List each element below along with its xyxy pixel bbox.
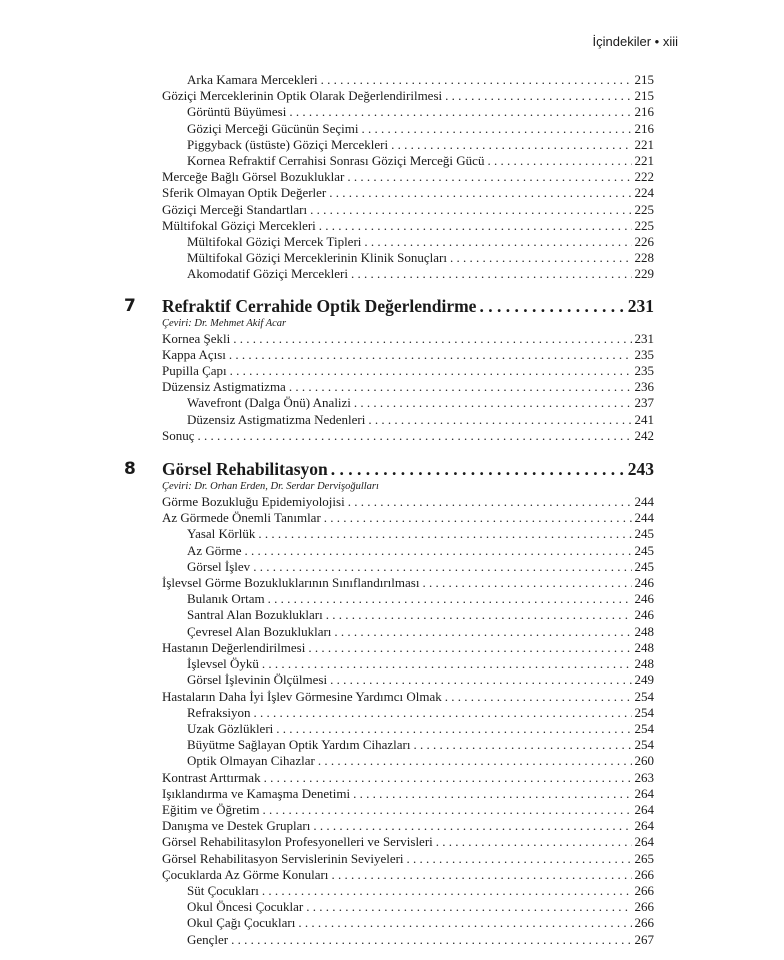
entry-page: 221: [634, 136, 654, 152]
entry-page: 254: [634, 720, 654, 736]
leader-dots: [436, 834, 632, 850]
leader-dots: [253, 559, 631, 575]
entry-page: 254: [634, 688, 654, 704]
entry-page: 224: [634, 185, 654, 201]
entry-title: Bulanık Ortam: [187, 591, 265, 607]
toc-entry[interactable]: [162, 379, 654, 395]
toc-entry[interactable]: [162, 153, 654, 169]
entry-title: Merceğe Bağlı Görsel Bozukluklar: [162, 169, 345, 185]
leader-dots: [313, 818, 631, 834]
entry-page: 245: [634, 558, 654, 574]
entry-title: Mültifokal Göziçi Mercek Tipleri: [187, 234, 362, 250]
toc-entry[interactable]: [162, 347, 654, 363]
toc-entry[interactable]: [162, 250, 654, 266]
toc-entry[interactable]: [162, 395, 654, 411]
entry-title: Az Görme: [187, 542, 242, 558]
entry-title: İşlevsel Öykü: [187, 656, 259, 672]
entry-title: Düzensiz Astigmatizma Nedenleri: [187, 411, 366, 427]
entry-title: Kornea Şekli: [162, 330, 231, 346]
entry-title: Uzak Gözlükleri: [187, 720, 274, 736]
entry-page: 237: [634, 395, 654, 411]
entry-page: 249: [634, 672, 654, 688]
entry-title: Çocuklarda Az Görme Konuları: [162, 866, 329, 882]
toc-entry[interactable]: [162, 737, 654, 753]
leader-dots: [318, 753, 632, 769]
entry-page: 226: [634, 234, 654, 250]
entry-title: Işıklandırma ve Kamaşma Denetimi: [162, 785, 351, 801]
leader-dots: [198, 428, 632, 444]
table-of-contents: [124, 72, 654, 948]
toc-entry[interactable]: [162, 640, 654, 656]
entry-title: Gençler: [187, 931, 229, 947]
entry-page: 216: [634, 104, 654, 120]
leader-dots: [264, 770, 632, 786]
toc-entry[interactable]: [162, 818, 654, 834]
toc-entry[interactable]: [162, 559, 654, 575]
leader-dots: [262, 883, 632, 899]
leader-dots: [324, 510, 632, 526]
entry-title: Göziçi Merceği Standartları: [162, 201, 308, 217]
entry-title: Refraksiyon: [187, 704, 251, 720]
toc-entry[interactable]: [162, 705, 654, 721]
entry-page: 248: [634, 656, 654, 672]
entry-page: 263: [634, 769, 654, 785]
leader-dots: [348, 494, 632, 510]
toc-entry[interactable]: [162, 899, 654, 915]
entry-title: Arka Kamara Mercekleri: [187, 72, 318, 87]
toc-entry[interactable]: [162, 883, 654, 899]
entry-page: 242: [634, 427, 654, 443]
leader-dots: [351, 266, 632, 282]
leader-dots: [422, 575, 631, 591]
leader-dots: [254, 705, 632, 721]
leader-dots: [245, 543, 632, 559]
toc-entry[interactable]: [162, 137, 654, 153]
leader-dots: [289, 104, 631, 120]
entry-page: 266: [634, 899, 654, 915]
chapter-number: 8: [124, 459, 136, 480]
entry-page: 246: [634, 591, 654, 607]
leader-dots: [330, 672, 631, 688]
leader-dots: [347, 169, 631, 185]
toc-entry[interactable]: [162, 721, 654, 737]
toc-entry[interactable]: [162, 202, 654, 218]
toc-entry[interactable]: [162, 834, 654, 850]
entry-title: Mültifokal Göziçi Mercekleri: [162, 217, 316, 233]
chapter-translator: Çeviri: Dr. Mehmet Akif Acar: [162, 317, 287, 329]
chapter-8-entries: [162, 494, 654, 948]
entry-page: 221: [634, 153, 654, 169]
entry-title: Çevresel Alan Bozuklukları: [187, 623, 332, 639]
leader-dots: [258, 526, 631, 542]
entry-title: Yasal Körlük: [187, 526, 256, 542]
entry-page: 267: [634, 931, 654, 947]
entry-page: 266: [634, 882, 654, 898]
chapter-page: 243: [627, 459, 654, 480]
leader-dots: [289, 379, 632, 395]
entry-page: 225: [634, 201, 654, 217]
leader-dots: [326, 607, 632, 623]
toc-entry[interactable]: [162, 331, 654, 347]
toc-entry[interactable]: [162, 932, 654, 948]
entry-title: Büyütme Sağlayan Optik Yardım Cihazları: [187, 737, 411, 753]
toc-entry[interactable]: [162, 624, 654, 640]
entry-title: Göziçi Merceği Gücünün Seçimi: [187, 120, 359, 136]
leader-dots: [445, 689, 632, 705]
leader-dots: [230, 363, 632, 379]
leader-dots: [308, 640, 631, 656]
leader-dots: [487, 153, 631, 169]
entry-page: 260: [634, 753, 654, 769]
entry-page: 229: [634, 266, 654, 282]
chapter-title: Refraktif Cerrahide Optik Değerlendirme: [162, 295, 477, 316]
entry-title: Görsel İşlevinin Ölçülmesi: [187, 672, 328, 688]
entry-title: Kornea Refraktif Cerrahisi Sonrası Göziçi Merceği Gücü: [187, 153, 485, 169]
entry-page: 244: [634, 510, 654, 526]
leader-dots: [306, 899, 631, 915]
entry-page: 248: [634, 623, 654, 639]
toc-entry[interactable]: [162, 575, 654, 591]
entry-title: Hastaların Daha İyi İşlev Görmesine Yardımcı Olmak: [162, 688, 442, 704]
entry-page: 245: [634, 526, 654, 542]
leader-dots: [407, 851, 632, 867]
entry-title: Piggyback (üstüste) Göziçi Mercekleri: [187, 136, 389, 152]
chapter-8: [124, 458, 654, 948]
entry-title: Wavefront (Dalga Önü) Analizi: [187, 395, 351, 411]
chapter-7: [124, 295, 654, 444]
entry-page: 241: [634, 411, 654, 427]
leader-dots: [391, 137, 631, 153]
chapter-title-row[interactable]: [162, 458, 654, 480]
toc-entry[interactable]: [162, 543, 654, 559]
leader-dots: [231, 932, 631, 948]
entry-title: Görsel Rehabilitasylon Profesyonelleri ve Servisleri: [162, 834, 433, 850]
leader-dots: [414, 737, 632, 753]
leader-dots: [450, 250, 632, 266]
entry-page: 265: [634, 850, 654, 866]
entry-page: 231: [634, 330, 654, 346]
leader-dots: [310, 202, 631, 218]
toc-entry[interactable]: [162, 656, 654, 672]
leader-dots: [479, 295, 624, 317]
toc-entry[interactable]: [162, 510, 654, 526]
toc-entry[interactable]: [162, 851, 654, 867]
entry-page: 264: [634, 834, 654, 850]
leader-dots: [319, 218, 632, 234]
toc-entry[interactable]: [162, 867, 654, 883]
leader-dots: [361, 121, 631, 137]
leader-dots: [331, 867, 631, 883]
leader-dots: [276, 721, 631, 737]
entry-page: 246: [634, 575, 654, 591]
entry-title: Görme Bozukluğu Epidemiyolojisi: [162, 494, 345, 510]
toc-entry[interactable]: [162, 412, 654, 428]
toc-entry[interactable]: [162, 185, 654, 201]
leader-dots: [334, 624, 631, 640]
pre-entries-list: [162, 72, 654, 283]
entry-title: Az Görmede Önemli Tanımlar: [162, 510, 321, 526]
leader-dots: [233, 331, 631, 347]
entry-page: 228: [634, 250, 654, 266]
entry-title: Mültifokal Göziçi Merceklerinin Klinik Sonuçları: [187, 250, 447, 266]
chapter-page: 231: [627, 295, 654, 316]
entry-page: 245: [634, 542, 654, 558]
toc-entry[interactable]: [162, 88, 654, 104]
entry-page: 235: [634, 363, 654, 379]
running-header: İçindekiler • xiii: [592, 34, 678, 49]
leader-dots: [331, 458, 625, 480]
leader-dots: [298, 915, 631, 931]
entry-title: Düzensiz Astigmatizma: [162, 379, 286, 395]
chapter-7-entries: [162, 331, 654, 444]
entry-page: 222: [634, 169, 654, 185]
toc-entry[interactable]: [162, 428, 654, 444]
toc-entry[interactable]: [162, 266, 654, 282]
leader-dots: [368, 412, 631, 428]
toc-entry[interactable]: [162, 218, 654, 234]
entry-title: Danışma ve Destek Grupları: [162, 818, 311, 834]
entry-page: 264: [634, 801, 654, 817]
entry-title: Pupilla Çapı: [162, 363, 227, 379]
entry-page: 225: [634, 217, 654, 233]
entry-title: Görüntü Büyümesi: [187, 104, 287, 120]
chapter-number: 7: [124, 295, 136, 316]
entry-page: 216: [634, 120, 654, 136]
toc-entry[interactable]: [162, 915, 654, 931]
toc-entry[interactable]: [162, 526, 654, 542]
entry-page: 244: [634, 494, 654, 510]
toc-entry[interactable]: [162, 802, 654, 818]
toc-entry[interactable]: [162, 104, 654, 120]
leader-dots: [364, 234, 631, 250]
leader-dots: [354, 395, 632, 411]
toc-entry[interactable]: [162, 591, 654, 607]
leader-dots: [262, 802, 631, 818]
toc-entry[interactable]: [162, 672, 654, 688]
toc-entry[interactable]: [162, 169, 654, 185]
chapter-title: Görsel Rehabilitasyon: [162, 459, 328, 480]
leader-dots: [262, 656, 632, 672]
toc-entry[interactable]: [162, 770, 654, 786]
leader-dots: [229, 347, 632, 363]
entry-title: Göziçi Merceklerinin Optik Olarak Değerlendirilmesi: [162, 88, 443, 104]
entry-title: Eğitim ve Öğretim: [162, 801, 260, 817]
leader-dots: [445, 88, 631, 104]
chapter-translator: Çeviri: Dr. Orhan Erden, Dr. Serdar Dervişoğulları: [162, 481, 379, 493]
entry-title: Görsel İşlev: [187, 558, 251, 574]
entry-page: 215: [634, 88, 654, 104]
entry-title: İşlevsel Görme Bozukluklarının Sınıflandırılması: [162, 575, 420, 591]
toc-entry[interactable]: [162, 494, 654, 510]
toc-entry[interactable]: [162, 234, 654, 250]
entry-page: 236: [634, 379, 654, 395]
toc-entry[interactable]: [162, 689, 654, 705]
entry-title: Kappa Açısı: [162, 346, 226, 362]
entry-title: Kontrast Arttırmak: [162, 769, 261, 785]
entry-title: Sferik Olmayan Optik Değerler: [162, 185, 327, 201]
entry-page: 254: [634, 704, 654, 720]
toc-entry[interactable]: [162, 72, 654, 88]
entry-title: Akomodatif Göziçi Mercekleri: [187, 266, 348, 282]
entry-page: 266: [634, 866, 654, 882]
leader-dots: [268, 591, 632, 607]
entry-page: 215: [634, 72, 654, 87]
leader-dots: [329, 185, 631, 201]
toc-entry[interactable]: [162, 121, 654, 137]
chapter-title-row[interactable]: [162, 295, 654, 317]
entry-page: 246: [634, 607, 654, 623]
entry-page: 264: [634, 818, 654, 834]
entry-title: Görsel Rehabilitasyon Servislerinin Seviyeleri: [162, 850, 404, 866]
toc-entry[interactable]: [162, 753, 654, 769]
entry-title: Sonuç: [162, 427, 195, 443]
entry-title: Süt Çocukları: [187, 882, 259, 898]
leader-dots: [353, 786, 631, 802]
leader-dots: [321, 72, 632, 88]
entry-page: 266: [634, 915, 654, 931]
entry-title: Optik Olmayan Cihazlar: [187, 753, 315, 769]
entry-title: Okul Öncesi Çocuklar: [187, 899, 304, 915]
toc-entry[interactable]: [162, 607, 654, 623]
entry-page: 248: [634, 639, 654, 655]
entry-title: Santral Alan Bozuklukları: [187, 607, 323, 623]
entry-page: 254: [634, 737, 654, 753]
entry-page: 264: [634, 785, 654, 801]
toc-entry[interactable]: [162, 363, 654, 379]
toc-entry[interactable]: [162, 786, 654, 802]
entry-page: 235: [634, 346, 654, 362]
entry-title: Hastanın Değerlendirilmesi: [162, 639, 306, 655]
entry-title: Okul Çağı Çocukları: [187, 915, 296, 931]
